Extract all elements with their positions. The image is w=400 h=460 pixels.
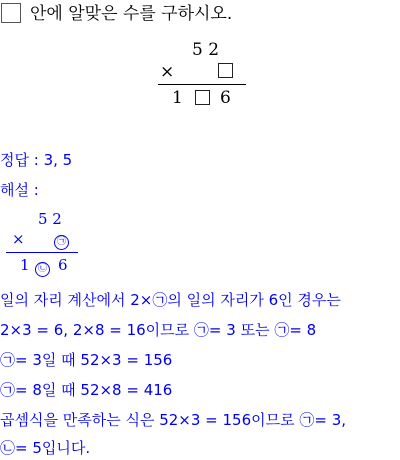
equation-rule [158,84,246,85]
explanation-label: 해설 : [0,181,39,199]
product-tens-blank [195,90,210,105]
work-product-ones: 6 [58,256,68,274]
answer-line: 정답 : 3, 5 [0,151,73,169]
work-multiplier-wrap [54,232,69,251]
work-product-hundreds: 1 [20,256,30,274]
multiply-operator: × [160,62,175,82]
circled-giyeok-marker: ㉠ [54,235,69,250]
circled-nieun-marker: ㉡ [35,262,50,277]
explanation-line-6: ㉡= 5입니다. [0,439,91,457]
multiplier-blank [218,63,233,78]
multiplicand: 5 2 [192,40,220,60]
explanation-line-1: 일의 자리 계산에서 2×㉠의 일의 자리가 6인 경우는 [0,291,341,309]
explanation-line-3: ㉠= 3일 때 52×3 = 156 [0,351,173,369]
explanation-line-5: 곱셈식을 만족하는 식은 52×3 = 156이므로 ㉠= 3, [0,411,347,429]
work-multiplicand: 5 2 [38,210,62,228]
work-operator: × [12,230,25,248]
product-ones: 6 [220,88,231,108]
work-product-marker-wrap [35,259,50,278]
explanation-line-4: ㉠= 8일 때 52×8 = 416 [0,381,173,399]
question-instruction: 안에 알맞은 수를 구하시오. [30,4,233,24]
work-rule [6,252,78,253]
product-hundreds: 1 [172,88,183,108]
answer-blank-box [1,3,21,23]
explanation-line-2: 2×3 = 6, 2×8 = 16이므로 ㉠= 3 또는 ㉠= 8 [0,321,317,339]
